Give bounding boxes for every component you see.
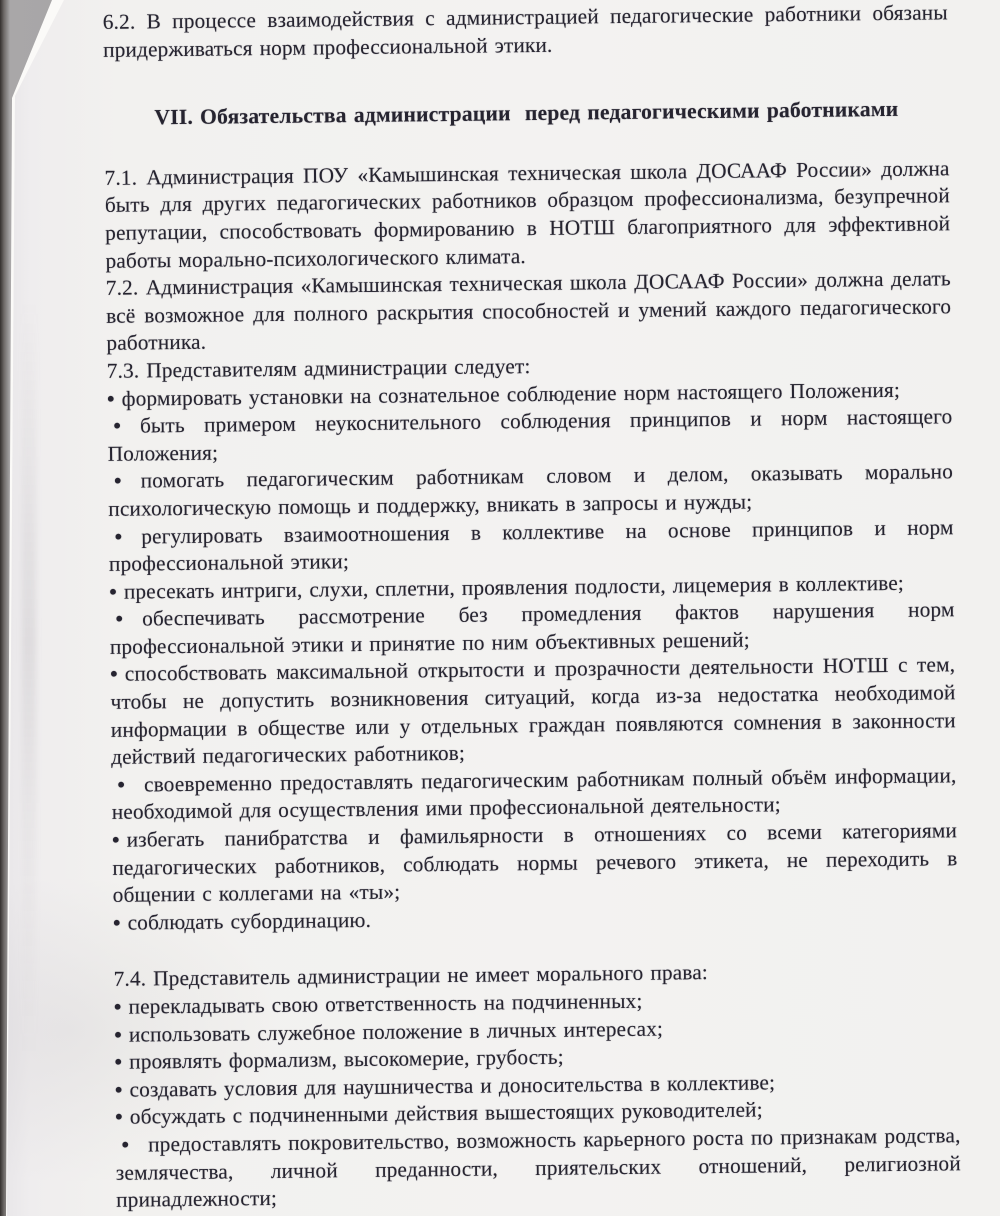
bullet-marker: • — [114, 1049, 123, 1075]
bullet-text: создавать условия для наушничества и доносительства в коллективе; — [129, 1070, 776, 1102]
clause-7-3: 7.3. Представителям администрации следует: — [106, 353, 531, 383]
clause-7-1: 7.1. Администрация ПОУ «Камышинская техническая школа ДОСААФ России» должна быть для других педагогических работников образцом профессионализма, безупречной репутации, способствовать формированию в НОТШ благоприятного для эффективной работы морально-психологического климата. — [104, 156, 951, 273]
bullet-marker: • — [114, 1022, 123, 1047]
bullet-text: пресекать интриги, слухи, сплетни, проявления подлости, лицемерия в коллективе; — [123, 570, 905, 604]
clause-7-2: 7.2. Администрация «Камышинская техническая школа ДОСААФ России» должна делать всё возможное для полного раскрытия способностей и умений каждого педагогического работника. — [105, 266, 952, 356]
bullet-text: формировать установки на сознательное соблюдение норм настоящего Положения; — [121, 377, 901, 411]
bullet-text: обсуждать с подчиненными действия вышестоящих руководителей; — [129, 1097, 763, 1130]
bullet-marker: • — [114, 1077, 123, 1102]
bullet-marker: • — [112, 910, 121, 935]
bullet-marker: • — [115, 606, 124, 632]
bullet-text: избегать панибратства и фамильярности в отношениях со всеми категориями педагогических работников, соблюдать нормы речевого этикета, не переходить в общении с коллегами на «ты»; — [112, 818, 958, 908]
bullet-marker: • — [115, 1105, 123, 1130]
bullet-text: быть примером неукоснительного соблюдения принципов и норм настоящего Положения; — [107, 404, 953, 466]
clause-7-4: 7.4. Представитель администрации не имеет морального права: — [113, 960, 709, 992]
bullet-text: использовать служебное положение в личных интересах; — [128, 1016, 664, 1047]
bullet-text: перекладывать свою ответственность на подчиненных; — [128, 988, 643, 1019]
bullet-text: предоставлять покровительство, возможность карьерного роста по признакам родства, землячества, личной преданности, приятельских отношений, религиозной принадлежности; — [115, 1123, 961, 1212]
bullet-marker: • — [106, 386, 115, 411]
clause-6-2: 6.2. В процессе взаимодействия с администрацией педагогические работники обязаны придерживаться норм профессиональной этики. — [102, 0, 948, 62]
bullet-text: обеспечивать рассмотрение без промедления фактов нарушения норм профессиональной этики и принятие по ним объективных решений; — [109, 597, 955, 659]
bullet-marker: • — [114, 524, 123, 549]
bullet-text: способствовать максимальной открытости и прозрачности деятельности НОТШ с тем, чтобы не допустить возникновения ситуаций, когда из-за недостатка необходимой информации в обществе или у отдельных граждан появляются сомнения в законности действий педагогических работников; — [110, 652, 956, 770]
document-content — [103, 0, 962, 1215]
bullet-text: проявлять формализм, высокомерие, грубость; — [129, 1044, 564, 1074]
bullet-text: своевременно предоставлять педагогическим работникам полный объём информации, необходимой для осуществления ими профессиональной деятельности; — [111, 763, 957, 825]
bullet-text: регулировать взаимоотношения в коллективе на основе принципов и норм профессиональной этики; — [108, 514, 954, 576]
bullet-item — [111, 762, 957, 827]
bullet-item — [112, 817, 958, 909]
bullet-marker: • — [109, 579, 118, 604]
bullet-item — [108, 514, 954, 579]
section-vii-heading: VII. Обязательства администрации перед педагогическими работниками — [154, 97, 899, 130]
bullet-marker: • — [110, 662, 118, 687]
bullet-marker: • — [113, 469, 122, 494]
bullet-item — [108, 459, 954, 524]
bullet-text: соблюдать субординацию. — [127, 907, 372, 935]
bullet-marker: • — [117, 772, 126, 797]
bullet-item — [110, 652, 956, 772]
bullet-marker: • — [113, 994, 122, 1019]
bullet-item — [115, 1122, 961, 1214]
bullet-item — [107, 403, 953, 468]
bullet-marker: • — [121, 1132, 130, 1157]
bullet-marker: • — [111, 827, 120, 852]
scan-streak-artifact — [22, 300, 36, 1060]
bullet-item — [109, 597, 955, 662]
bullet-text: помогать педагогическим работникам словом и делом, оказывать морально психологическую помощь и поддержку, вникать в запросы и нужды; — [108, 459, 954, 521]
bullet-marker: • — [113, 413, 122, 438]
